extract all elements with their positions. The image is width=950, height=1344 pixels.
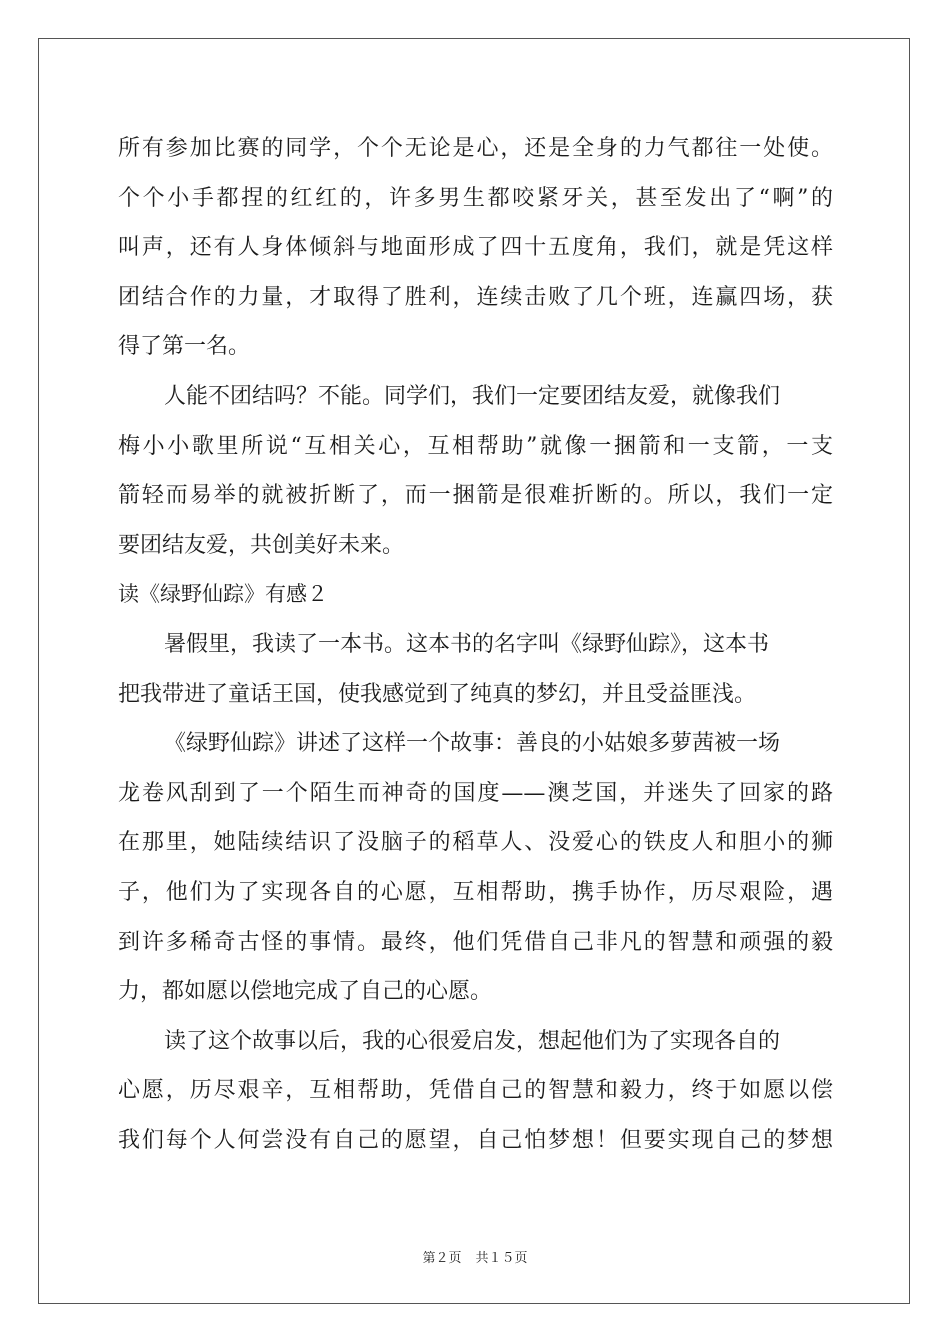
text-line: 把我带进了童话王国，使我感觉到了纯真的梦幻，并且受益匪浅。	[118, 681, 757, 707]
document-body	[118, 124, 833, 1165]
text-line: 团结合作的力量，才取得了胜利，连续击败了几个班，连赢四场，获	[118, 284, 833, 310]
text-line: 《绿野仙踪》讲述了这样一个故事：善良的小姑娘多萝茜被一场	[164, 731, 781, 757]
text-line: 个个小手都捏的红红的，许多男生都咬紧牙关，甚至发出了“啊”的	[118, 185, 833, 211]
text-line: 心愿，历尽艰辛，互相帮助，凭借自己的智慧和毅力，终于如愿以偿	[118, 1078, 833, 1104]
text-line: 到许多稀奇古怪的事情。最终，他们凭借自己非凡的智慧和顽强的毅	[118, 929, 833, 955]
text-line: 梅小小歌里所说“互相关心，互相帮助”就像一捆箭和一支箭，一支	[118, 433, 833, 459]
text-line: 叫声，还有人身体倾斜与地面形成了四十五度角，我们，就是凭这样	[118, 235, 833, 261]
text-line: 人能不团结吗？不能。同学们，我们一定要团结友爱，就像我们	[164, 383, 781, 409]
text-line: 我们每个人何尝没有自己的愿望，自己怕梦想！但要实现自己的梦想	[118, 1127, 833, 1153]
text-line: 所有参加比赛的同学，个个无论是心，还是全身的力气都往一处使。	[118, 136, 833, 161]
page-number: 第２页	[422, 1251, 462, 1266]
text-line: 要团结友爱，共创美好未来。	[118, 532, 405, 558]
text-line: 读了这个故事以后，我的心很爱启发，想起他们为了实现各自的	[164, 1028, 781, 1054]
text-line: 箭轻而易举的就被折断了，而一捆箭是很难折断的。所以，我们一定	[118, 483, 833, 509]
text-line: 在那里，她陆续结识了没脑子的稻草人、没爱心的铁皮人和胆小的狮	[118, 830, 833, 856]
text-line: 得了第一名。	[118, 334, 251, 360]
section-heading: 读《绿野仙踪》有感２	[118, 582, 328, 607]
text-line: 子，他们为了实现各自的心愿，互相帮助，携手协作，历尽艰险，遇	[118, 879, 833, 905]
text-line: 龙卷风刮到了一个陌生而神奇的国度——澳芝国，并迷失了回家的路	[118, 780, 833, 806]
total-pages: 共１５页	[475, 1251, 528, 1266]
text-line: 力，都如愿以偿地完成了自己的心愿。	[118, 979, 493, 1005]
text-line: 暑假里，我读了一本书。这本书的名字叫《绿野仙踪》，这本书	[164, 631, 770, 657]
page-footer	[0, 1247, 950, 1266]
